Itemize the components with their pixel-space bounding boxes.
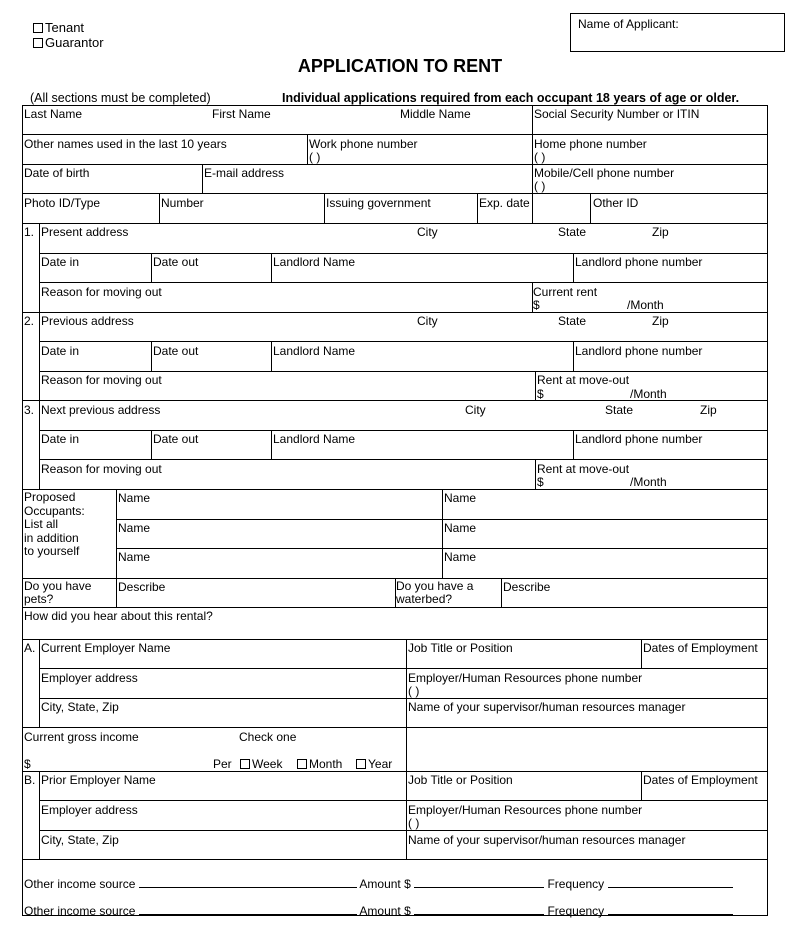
other-income-row[interactable]: Other income source Amount $ Frequency (24, 903, 733, 918)
employer-a-letter: A. (24, 641, 36, 655)
landlord-phone-field[interactable]: Landlord phone number (575, 344, 703, 358)
dates-employment-field[interactable]: Dates of Employment (643, 773, 758, 787)
city-state-zip-field[interactable]: City, State, Zip (41, 833, 119, 847)
ssn-field[interactable]: Social Security Number or ITIN (534, 107, 700, 121)
guarantor-option[interactable]: Guarantor (33, 36, 104, 50)
period-month-option[interactable]: Month (297, 757, 342, 771)
occupant-name-field[interactable]: Name (444, 491, 477, 505)
income-source-line[interactable] (139, 903, 357, 915)
email-field[interactable]: E-mail address (204, 166, 285, 180)
first-name-field[interactable]: First Name (212, 107, 271, 121)
amount-line[interactable] (414, 876, 544, 888)
city-label: City (417, 225, 438, 239)
next-previous-address-field[interactable]: Next previous address (41, 403, 161, 417)
occupant-notice: Individual applications required from each occupant 18 years of age or older. (282, 91, 740, 105)
tenant-checkbox[interactable] (33, 23, 43, 33)
amount-line[interactable] (414, 903, 544, 915)
present-address-field[interactable]: Present address (41, 225, 129, 239)
check-one-label: Check one (239, 730, 297, 744)
address-1-number: 1. (24, 225, 35, 239)
landlord-name-field[interactable]: Landlord Name (273, 255, 356, 269)
other-id-field[interactable]: Other ID (593, 196, 639, 210)
income-source-line[interactable] (139, 876, 357, 888)
pets-question: Do you have pets? (24, 579, 92, 606)
rent-moveout-field[interactable]: Rent at move-out (537, 462, 630, 476)
frequency-line[interactable] (608, 903, 733, 915)
hr-phone-field[interactable]: Employer/Human Resources phone number (408, 671, 643, 685)
last-name-field[interactable]: Last Name (24, 107, 83, 121)
guarantor-checkbox[interactable] (33, 38, 43, 48)
mobile-phone-paren: ( ) (534, 179, 546, 193)
other-names-field[interactable]: Other names used in the last 10 years (24, 137, 227, 151)
rental-source-field[interactable]: How did you hear about this rental? (24, 609, 213, 623)
landlord-name-field[interactable]: Landlord Name (273, 432, 356, 446)
occupant-name-field[interactable]: Name (118, 491, 151, 505)
date-out-field[interactable]: Date out (153, 432, 199, 446)
home-phone-field[interactable]: Home phone number (534, 137, 647, 151)
occupant-name-field[interactable]: Name (444, 550, 477, 564)
per-month-label: /Month (627, 298, 664, 312)
dollar-sign: $ (537, 475, 544, 489)
applicant-name-label: Name of Applicant: (578, 17, 679, 31)
dob-field[interactable]: Date of birth (24, 166, 90, 180)
issuing-government-field[interactable]: Issuing government (326, 196, 431, 210)
dollar-sign: $ (533, 298, 540, 312)
occupant-name-field[interactable]: Name (118, 521, 151, 535)
gross-income-field[interactable]: Current gross income (24, 730, 139, 744)
supervisor-field[interactable]: Name of your supervisor/human resources manager (408, 700, 686, 714)
work-phone-field[interactable]: Work phone number (309, 137, 418, 151)
hr-phone-field[interactable]: Employer/Human Resources phone number (408, 803, 643, 817)
date-in-field[interactable]: Date in (41, 432, 80, 446)
job-title-field[interactable]: Job Title or Position (408, 773, 513, 787)
page-title: APPLICATION TO RENT (297, 56, 503, 76)
zip-label: Zip (700, 403, 717, 417)
reason-moving-field[interactable]: Reason for moving out (41, 462, 162, 476)
per-month-label: /Month (630, 475, 667, 489)
home-phone-paren: ( ) (534, 150, 546, 164)
per-month-label: /Month (630, 387, 667, 401)
current-rent-field[interactable]: Current rent (533, 285, 598, 299)
waterbed-question: Do you have a waterbed? (396, 579, 474, 606)
date-in-field[interactable]: Date in (41, 255, 80, 269)
tenant-option[interactable]: Tenant (33, 21, 84, 35)
per-label: Per (213, 757, 232, 771)
reason-moving-field[interactable]: Reason for moving out (41, 285, 162, 299)
pets-describe-field[interactable]: Describe (118, 580, 166, 594)
city-state-zip-field[interactable]: City, State, Zip (41, 700, 119, 714)
current-employer-field[interactable]: Current Employer Name (41, 641, 171, 655)
photo-id-field[interactable]: Photo ID/Type (24, 196, 101, 210)
rent-moveout-field[interactable]: Rent at move-out (537, 373, 630, 387)
prior-employer-field[interactable]: Prior Employer Name (41, 773, 156, 787)
waterbed-describe-field[interactable]: Describe (503, 580, 551, 594)
city-label: City (417, 314, 438, 328)
zip-label: Zip (652, 314, 669, 328)
date-in-field[interactable]: Date in (41, 344, 80, 358)
landlord-name-field[interactable]: Landlord Name (273, 344, 356, 358)
city-label: City (465, 403, 486, 417)
state-label: State (558, 314, 587, 328)
reason-moving-field[interactable]: Reason for moving out (41, 373, 162, 387)
other-income-row[interactable]: Other income source Amount $ Frequency (24, 876, 733, 891)
middle-name-field[interactable]: Middle Name (400, 107, 471, 121)
landlord-phone-field[interactable]: Landlord phone number (575, 255, 703, 269)
employer-b-letter: B. (24, 773, 36, 787)
month-checkbox[interactable] (297, 759, 307, 769)
employer-address-field[interactable]: Employer address (41, 803, 138, 817)
previous-address-field[interactable]: Previous address (41, 314, 134, 328)
supervisor-field[interactable]: Name of your supervisor/human resources manager (408, 833, 686, 847)
state-label: State (558, 225, 587, 239)
year-checkbox[interactable] (356, 759, 366, 769)
mobile-phone-field[interactable]: Mobile/Cell phone number (534, 166, 675, 180)
occupant-name-field[interactable]: Name (444, 521, 477, 535)
week-checkbox[interactable] (240, 759, 250, 769)
id-number-field[interactable]: Number (161, 196, 204, 210)
dollar-sign: $ (537, 387, 544, 401)
exp-date-field[interactable]: Exp. date (479, 196, 530, 210)
job-title-field[interactable]: Job Title or Position (408, 641, 513, 655)
occupants-label: Proposed Occupants: List all in addition to yourself (24, 490, 85, 558)
period-year-option[interactable]: Year (356, 757, 392, 771)
zip-label: Zip (652, 225, 669, 239)
income-dollar-sign: $ (24, 757, 31, 771)
work-phone-paren: ( ) (309, 150, 321, 164)
occupant-name-field[interactable]: Name (118, 550, 151, 564)
address-3-number: 3. (24, 403, 35, 417)
date-out-field[interactable]: Date out (153, 344, 199, 358)
state-label: State (605, 403, 634, 417)
landlord-phone-field[interactable]: Landlord phone number (575, 432, 703, 446)
hr-phone-paren: ( ) (408, 684, 420, 698)
dates-employment-field[interactable]: Dates of Employment (643, 641, 758, 655)
employer-address-field[interactable]: Employer address (41, 671, 138, 685)
period-week-option[interactable]: Week (240, 757, 282, 771)
date-out-field[interactable]: Date out (153, 255, 199, 269)
completion-note: (All sections must be completed) (30, 91, 211, 105)
frequency-line[interactable] (608, 876, 733, 888)
address-2-number: 2. (24, 314, 35, 328)
hr-phone-paren: ( ) (408, 816, 420, 830)
